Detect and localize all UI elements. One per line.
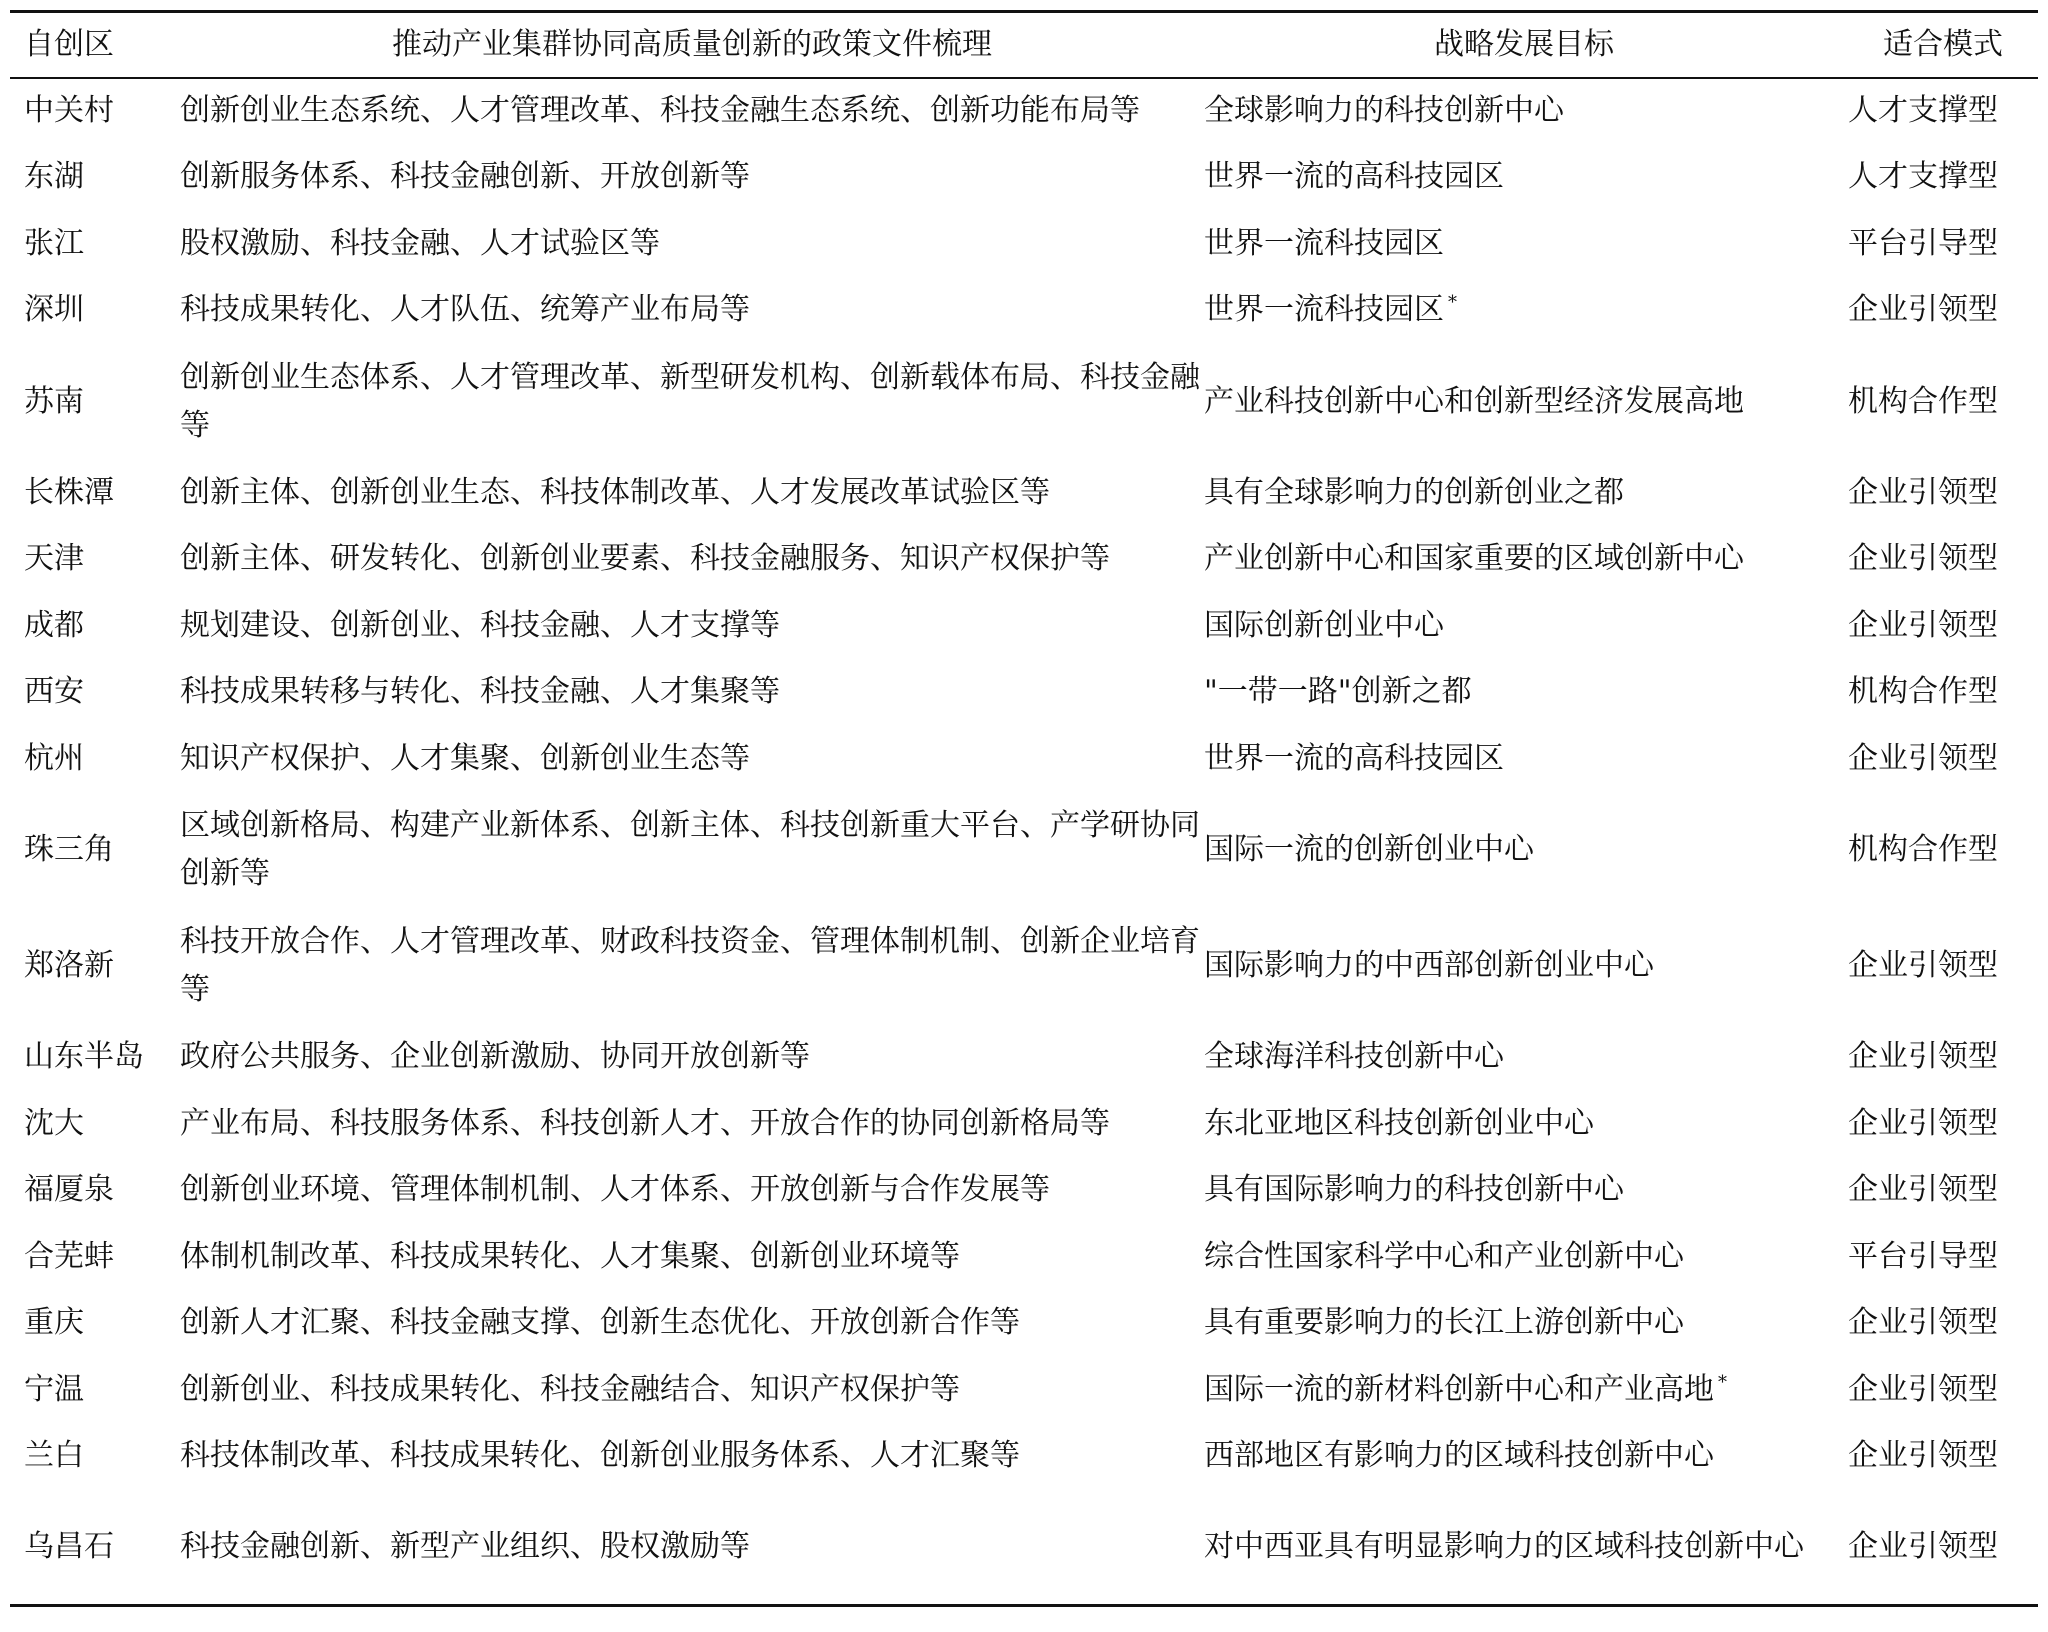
goal-text: 国际一流的新材料创新中心和产业高地 — [1204, 1371, 1714, 1407]
goal-text: 西部地区有影响力的区域科技创新中心 — [1204, 1438, 1714, 1474]
table-row — [10, 277, 2038, 344]
goal-cell — [1204, 344, 1844, 460]
table-body — [10, 78, 2038, 1606]
zone-cell: 沈大 — [24, 1105, 84, 1141]
goal-cell — [1204, 144, 1844, 211]
goal-text: 世界一流的高科技园区 — [1204, 740, 1504, 776]
goal-text: 国际影响力的中西部创新创业中心 — [1204, 948, 1654, 983]
table-row — [10, 144, 2038, 211]
zone-cell: 中关村 — [24, 93, 114, 129]
goal-text: 具有国际影响力的科技创新中心 — [1204, 1172, 1624, 1208]
zone-cell: 东湖 — [24, 159, 84, 195]
mode-cell: 企业引领型 — [1848, 541, 1998, 577]
header-policy: 推动产业集群协同高质量创新的政策文件梳理 — [392, 26, 992, 62]
policy-cell: 创新创业、科技成果转化、科技金融结合、知识产权保护等 — [180, 1371, 960, 1407]
mode-cell: 企业引领型 — [1848, 1039, 1998, 1075]
goal-text: 对中西亚具有明显影响力的区域科技创新中心 — [1204, 1528, 1804, 1564]
zone-cell: 苏南 — [24, 383, 84, 419]
policy-cell: 股权激励、科技金融、人才试验区等 — [180, 225, 660, 261]
mode-cell: 企业引领型 — [1848, 1105, 1998, 1141]
policy-cell: 区域创新格局、构建产业新体系、创新主体、科技创新重大平台、产学研协同创新等 — [180, 808, 1200, 891]
mode-cell: 人才支撑型 — [1848, 159, 1998, 195]
goal-text: 国际创新创业中心 — [1204, 607, 1444, 643]
mode-cell: 企业引领型 — [1848, 474, 1998, 510]
table-row — [10, 1357, 2038, 1424]
goal-text: 国际一流的创新创业中心 — [1204, 832, 1534, 867]
goal-text: 具有全球影响力的创新创业之都 — [1204, 474, 1624, 510]
table-row — [10, 1290, 2038, 1357]
policy-cell: 创新创业生态体系、人才管理改革、新型研发机构、创新载体布局、科技金融等 — [180, 359, 1200, 443]
mode-cell: 企业引领型 — [1848, 607, 1998, 643]
mode-cell: 企业引领型 — [1848, 1172, 1998, 1208]
table-row — [10, 1157, 2038, 1224]
zone-cell: 西安 — [24, 674, 84, 710]
mode-cell: 平台引导型 — [1848, 225, 1998, 261]
policy-table-container — [10, 10, 2038, 1607]
policy-cell: 科技体制改革、科技成果转化、创新创业服务体系、人才汇聚等 — [180, 1438, 1020, 1474]
zone-cell: 兰白 — [24, 1438, 84, 1474]
mode-cell: 企业引领型 — [1848, 1528, 1998, 1564]
policy-cell: 创新人才汇聚、科技金融支撑、创新生态优化、开放创新合作等 — [180, 1305, 1020, 1341]
zone-cell: 山东半岛 — [24, 1039, 144, 1075]
mode-cell: 企业引领型 — [1848, 292, 1998, 328]
header-zone: 自创区 — [24, 26, 114, 62]
table-row — [10, 792, 2038, 908]
zone-cell: 成都 — [24, 607, 84, 643]
goal-cell — [1204, 211, 1844, 278]
goal-text: 全球海洋科技创新中心 — [1204, 1039, 1504, 1075]
zone-cell: 深圳 — [24, 292, 84, 328]
table-row — [10, 1224, 2038, 1291]
zone-cell: 张江 — [24, 225, 84, 261]
goal-cell — [1204, 1290, 1844, 1357]
goal-cell — [1204, 659, 1844, 726]
goal-cell — [1204, 792, 1844, 908]
policy-cell: 创新主体、创新创业生态、科技体制改革、人才发展改革试验区等 — [180, 474, 1050, 510]
goal-text: 全球影响力的科技创新中心 — [1204, 93, 1564, 129]
policy-cell: 科技开放合作、人才管理改革、财政科技资金、管理体制机制、创新企业培育等 — [180, 924, 1200, 1007]
zone-cell: 杭州 — [24, 740, 84, 776]
header-row — [10, 12, 2038, 78]
goal-cell — [1204, 277, 1844, 344]
goal-cell — [1204, 908, 1844, 1024]
goal-text: 东北亚地区科技创新创业中心 — [1204, 1105, 1594, 1141]
table-header — [10, 12, 2038, 78]
goal-cell — [1204, 593, 1844, 660]
policy-cell: 科技成果转化、人才队伍、统筹产业布局等 — [180, 292, 750, 328]
mode-cell: 机构合作型 — [1848, 383, 1998, 419]
goal-cell — [1204, 1490, 1844, 1606]
goal-text: 世界一流科技园区 — [1204, 225, 1444, 261]
policy-cell: 政府公共服务、企业创新激励、协同开放创新等 — [180, 1039, 810, 1075]
goal-cell — [1204, 1024, 1844, 1091]
table-row — [10, 460, 2038, 527]
policy-cell: 知识产权保护、人才集聚、创新创业生态等 — [180, 740, 750, 776]
table-row — [10, 908, 2038, 1024]
table-row — [10, 1091, 2038, 1158]
header-goal: 战略发展目标 — [1434, 26, 1614, 62]
goal-text: 产业科技创新中心和创新型经济发展高地 — [1204, 383, 1744, 419]
goal-text: 世界一流的高科技园区 — [1204, 159, 1504, 195]
table-row — [10, 726, 2038, 793]
goal-cell — [1204, 1224, 1844, 1291]
goal-cell — [1204, 1091, 1844, 1158]
mode-cell: 企业引领型 — [1848, 740, 1998, 776]
goal-cell — [1204, 460, 1844, 527]
policy-cell: 创新创业生态系统、人才管理改革、科技金融生态系统、创新功能布局等 — [180, 93, 1140, 129]
mode-cell: 人才支撑型 — [1848, 93, 1998, 129]
header-mode: 适合模式 — [1883, 26, 2003, 62]
mode-cell: 企业引领型 — [1848, 948, 1998, 983]
zone-cell: 重庆 — [24, 1305, 84, 1341]
footnote-mark: * — [1448, 292, 1457, 314]
goal-cell — [1204, 726, 1844, 793]
table-row — [10, 1024, 2038, 1091]
mode-cell: 机构合作型 — [1848, 674, 1998, 710]
footnote-mark: * — [1718, 1371, 1727, 1393]
policy-cell: 创新主体、研发转化、创新创业要素、科技金融服务、知识产权保护等 — [180, 541, 1110, 577]
goal-cell — [1204, 1157, 1844, 1224]
policy-cell: 科技金融创新、新型产业组织、股权激励等 — [180, 1528, 750, 1564]
table-row — [10, 344, 2038, 460]
policy-table — [10, 10, 2038, 1607]
mode-cell: 企业引领型 — [1848, 1438, 1998, 1474]
mode-cell: 企业引领型 — [1848, 1371, 1998, 1407]
policy-cell: 创新服务体系、科技金融创新、开放创新等 — [180, 159, 750, 195]
goal-text: 综合性国家科学中心和产业创新中心 — [1204, 1238, 1684, 1274]
table-row — [10, 1423, 2038, 1490]
goal-cell — [1204, 1357, 1844, 1424]
mode-cell: 企业引领型 — [1848, 1305, 1998, 1341]
policy-cell: 规划建设、创新创业、科技金融、人才支撑等 — [180, 607, 780, 643]
zone-cell: 乌昌石 — [24, 1528, 114, 1564]
table-row — [10, 78, 2038, 145]
policy-cell: 产业布局、科技服务体系、科技创新人才、开放合作的协同创新格局等 — [180, 1105, 1110, 1141]
goal-text: 具有重要影响力的长江上游创新中心 — [1204, 1305, 1684, 1341]
table-row — [10, 526, 2038, 593]
zone-cell: 长株潭 — [24, 474, 114, 510]
zone-cell: 合芜蚌 — [24, 1238, 114, 1274]
goal-cell — [1204, 1423, 1844, 1490]
zone-cell: 珠三角 — [24, 832, 114, 867]
table-row — [10, 211, 2038, 278]
table-row — [10, 659, 2038, 726]
goal-cell — [1204, 526, 1844, 593]
goal-cell — [1204, 78, 1844, 145]
policy-cell: 创新创业环境、管理体制机制、人才体系、开放创新与合作发展等 — [180, 1172, 1050, 1208]
policy-cell: 体制机制改革、科技成果转化、人才集聚、创新创业环境等 — [180, 1238, 960, 1274]
zone-cell: 天津 — [24, 541, 84, 577]
goal-text: 产业创新中心和国家重要的区域创新中心 — [1204, 541, 1744, 577]
goal-text: 世界一流科技园区 — [1204, 292, 1444, 328]
table-row — [10, 593, 2038, 660]
mode-cell: 平台引导型 — [1848, 1238, 1998, 1274]
goal-text: "一带一路"创新之都 — [1204, 674, 1472, 710]
zone-cell: 郑洛新 — [24, 948, 114, 983]
table-row — [10, 1490, 2038, 1606]
mode-cell: 机构合作型 — [1848, 832, 1998, 867]
zone-cell: 宁温 — [24, 1371, 84, 1407]
policy-cell: 科技成果转移与转化、科技金融、人才集聚等 — [180, 674, 780, 710]
zone-cell: 福厦泉 — [24, 1172, 114, 1208]
